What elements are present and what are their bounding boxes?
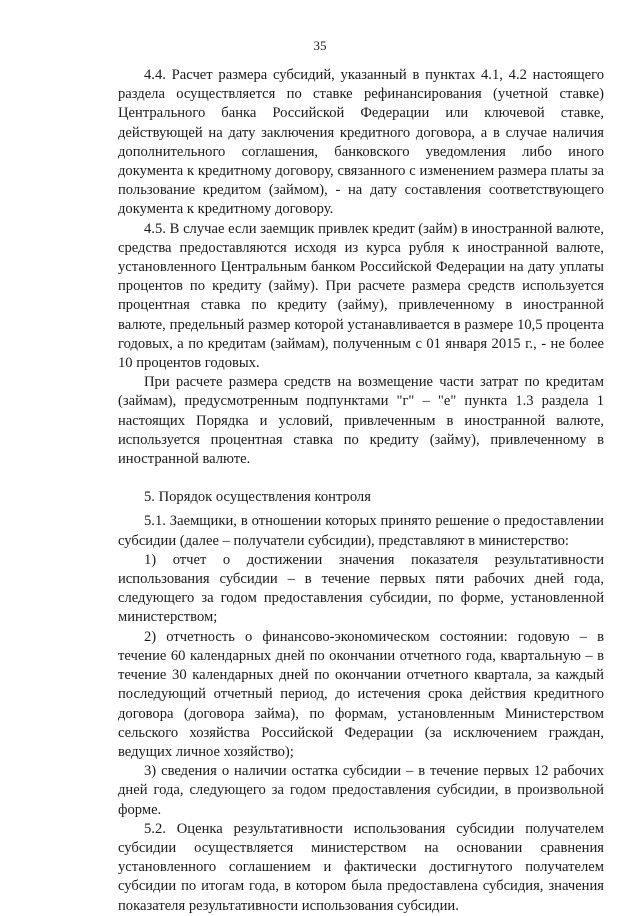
paragraph-5-1-item-3: 3) сведения о наличии остатка субсидии – в течение первых 12 рабочих дней года, следующего за годом предоставления субсидии, в произвольной форме.: [118, 763, 604, 818]
paragraph-5-1-item-2: 2) отчетность о финансово-экономическом состоянии: годовую – в течение 60 календарных дней по окончании отчетного года, квартальную – в течение 30 календарных дней по окончании отчетного квартала, за каждый последующий отчетный период, до истечения срока действия кредитного договора (договора займа), по формам, установленным Министерством сельского хозяйства Российской Федерации (за исключением граждан, ведущих личное хозяйство);: [118, 628, 604, 760]
paragraph-4-5-foreign-currency: При расчете размера средств на возмещение части затрат по кредитам (займам), предусмотренным подпунктами "г" – "е" пункта 1.3 раздела 1 настоящих Порядка и условий, привлеченным в иностранной валюте, используется процентная ставка по кредиту (займу), привлеченному в иностранной валюте.: [118, 374, 604, 468]
paragraph-4-4: 4.4. Расчет размера субсидий, указанный в пунктах 4.1, 4.2 настоящего раздела осуществляется по ставке рефинансирования (учетной ставке) Центрального банка Российской Федерации или ключевой ставке, действующей на дату заключения кредитного договора, а в случае наличия дополнительного соглашения, банковского уведомления либо иного документа к кредитному договору, связанного с изменением размера платы за пользование кредитом (займом), - на дату составления соответствующего документа к кредитному договору.: [118, 67, 604, 218]
document-body: [118, 66, 604, 916]
page-number: 35: [313, 38, 327, 53]
paragraph-4-5: 4.5. В случае если заемщик привлек кредит (займ) в иностранной валюте, средства предоставляются исходя из курса рубля к иностранной валюте, установленного Центральным банком Российской Федерации на дату уплаты процентов по кредиту (займу). При расчете размера средств используется процентная ставка по кредиту (займу), привлеченному в иностранной валюте, предельный размер которой устанавливается в размере 10,5 процента годовых, а по кредитам (займам), полученным с 01 января 2015 г., - не более 10 процентов годовых.: [118, 220, 604, 372]
paragraph-5-1: 5.1. Заемщики, в отношении которых принято решение о предоставлении субсидии (далее – получатели субсидии), представляют в министерство:: [118, 513, 604, 549]
paragraph-5-2: 5.2. Оценка результативности использования субсидии получателем субсидии осуществляется министерством на основании сравнения установленного соглашением и фактически достигнутого получателем субсидии по итогам года, в котором была предоставлена субсидия, значения показателя результативности использования субсидии.: [118, 820, 604, 914]
paragraph-5-1-item-1: 1) отчет о достижении значения показателя результативности использования субсидии – в течение первых пяти рабочих дней года, следующего за годом предоставления субсидии, по форме, установленной министерством;: [118, 551, 604, 626]
section-heading: 5. Порядок осуществления контроля: [144, 489, 371, 506]
